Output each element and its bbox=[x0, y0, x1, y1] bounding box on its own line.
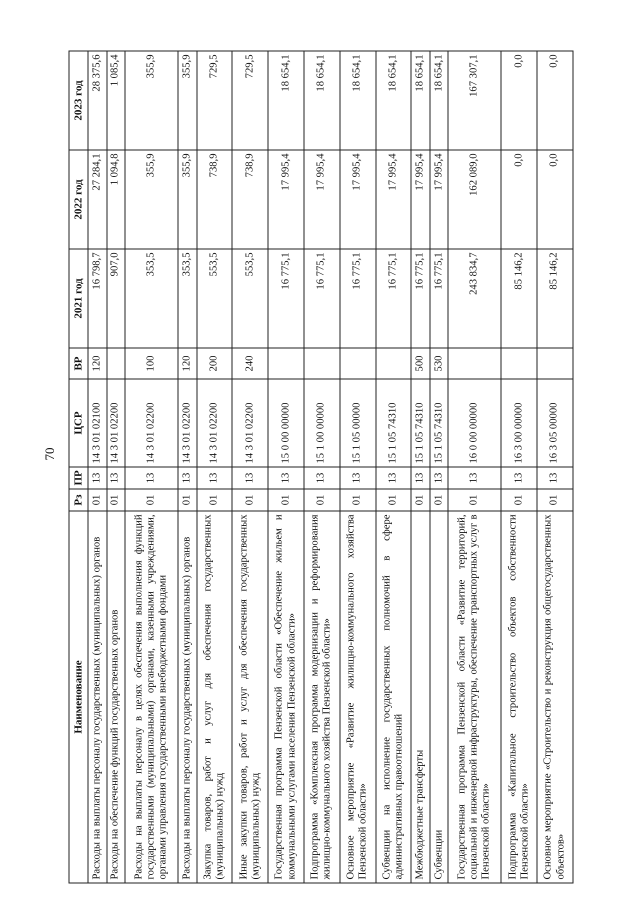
table-row bbox=[411, 51, 430, 883]
page-number: 70 bbox=[42, 447, 57, 461]
row-rz: 01 bbox=[430, 489, 449, 511]
row-rz: 01 bbox=[501, 489, 537, 511]
row-pr: 13 bbox=[178, 467, 197, 489]
row-2021: 85 146,2 bbox=[501, 249, 537, 348]
row-name: Закупка товаров, работ и услуг для обеспечения государственных (муниципальных) нужд bbox=[197, 511, 233, 883]
row-csr: 14 3 01 02200 bbox=[125, 379, 178, 467]
row-2023: 28 375,6 bbox=[88, 51, 107, 150]
row-csr: 15 1 05 74310 bbox=[376, 379, 412, 467]
row-vr bbox=[537, 348, 573, 379]
row-rz: 01 bbox=[340, 489, 376, 511]
header-csr: ЦСР bbox=[69, 379, 88, 467]
row-2022: 738,9 bbox=[232, 150, 268, 249]
row-2022: 27 284,1 bbox=[88, 150, 107, 249]
header-2023: 2023 год bbox=[69, 51, 88, 150]
table-row bbox=[197, 51, 233, 883]
budget-table-rotated bbox=[69, 51, 574, 883]
header-name: Наименование bbox=[69, 511, 88, 883]
row-rz: 01 bbox=[107, 489, 126, 511]
table-row bbox=[501, 51, 537, 883]
budget-table bbox=[69, 50, 574, 883]
header-vr: ВР bbox=[69, 348, 88, 379]
row-csr: 14 3 01 02200 bbox=[178, 379, 197, 467]
table-row bbox=[340, 51, 376, 883]
row-2022: 0,0 bbox=[537, 150, 573, 249]
row-2021: 16 775,1 bbox=[304, 249, 340, 348]
row-csr: 14 3 01 02100 bbox=[88, 379, 107, 467]
row-2021: 553,5 bbox=[232, 249, 268, 348]
row-csr: 16 3 05 00000 bbox=[537, 379, 573, 467]
row-name: Государственная программа Пензенской области «Развитие территорий, социальной и инженерной инфраструктуры, обеспечение транспортных услуг в Пензенской области» bbox=[448, 511, 501, 883]
row-name: Расходы на обеспечение функций государственных органов bbox=[107, 511, 126, 883]
row-2023: 18 654,1 bbox=[411, 51, 430, 150]
row-2023: 355,9 bbox=[125, 51, 178, 150]
row-2021: 353,5 bbox=[178, 249, 197, 348]
row-name: Расходы на выплаты персоналу государственных (муниципальных) органов bbox=[88, 511, 107, 883]
row-2022: 17 995,4 bbox=[430, 150, 449, 249]
header-rz: Рз bbox=[69, 489, 88, 511]
row-vr bbox=[376, 348, 412, 379]
row-csr: 15 1 00 00000 bbox=[304, 379, 340, 467]
row-rz: 01 bbox=[178, 489, 197, 511]
row-vr: 530 bbox=[430, 348, 449, 379]
row-2021: 243 834,7 bbox=[448, 249, 501, 348]
row-2021: 85 146,2 bbox=[537, 249, 573, 348]
row-2023: 167 307,1 bbox=[448, 51, 501, 150]
row-name: Субвенции на исполнение государственных полномочий в сфере административных правоотношений bbox=[376, 511, 412, 883]
row-rz: 01 bbox=[376, 489, 412, 511]
row-pr: 13 bbox=[268, 467, 304, 489]
row-vr bbox=[268, 348, 304, 379]
row-csr: 16 0 00 00000 bbox=[448, 379, 501, 467]
table-row bbox=[430, 51, 449, 883]
row-2023: 0,0 bbox=[501, 51, 537, 150]
row-vr bbox=[501, 348, 537, 379]
row-2022: 0,0 bbox=[501, 150, 537, 249]
header-2022: 2022 год bbox=[69, 150, 88, 249]
row-pr: 13 bbox=[411, 467, 430, 489]
row-pr: 13 bbox=[88, 467, 107, 489]
row-2023: 729,5 bbox=[232, 51, 268, 150]
table-row bbox=[232, 51, 268, 883]
row-2022: 162 089,0 bbox=[448, 150, 501, 249]
row-vr bbox=[304, 348, 340, 379]
row-name: Подпрограмма «Капитальное строительство объектов собственности Пензенской области» bbox=[501, 511, 537, 883]
row-pr: 13 bbox=[537, 467, 573, 489]
row-2022: 17 995,4 bbox=[304, 150, 340, 249]
row-vr: 100 bbox=[125, 348, 178, 379]
row-vr: 500 bbox=[411, 348, 430, 379]
table-row bbox=[448, 51, 501, 883]
row-name: Основное мероприятие «Строительство и реконструкция общегосударственных объектов» bbox=[537, 511, 573, 883]
header-pr: ПР bbox=[69, 467, 88, 489]
row-vr: 120 bbox=[88, 348, 107, 379]
row-2021: 16 775,1 bbox=[340, 249, 376, 348]
row-2023: 18 654,1 bbox=[430, 51, 449, 150]
row-vr: 120 bbox=[178, 348, 197, 379]
table-row bbox=[304, 51, 340, 883]
row-name: Основное мероприятие «Развитие жилищно-коммунального хозяйства Пензенской области» bbox=[340, 511, 376, 883]
table-row bbox=[88, 51, 107, 883]
row-2021: 16 775,1 bbox=[430, 249, 449, 348]
row-pr: 13 bbox=[376, 467, 412, 489]
row-csr: 14 3 01 02200 bbox=[197, 379, 233, 467]
row-rz: 01 bbox=[125, 489, 178, 511]
row-rz: 01 bbox=[304, 489, 340, 511]
row-2021: 353,5 bbox=[125, 249, 178, 348]
row-2022: 1 094,8 bbox=[107, 150, 126, 249]
row-name: Подпрограмма «Комплексная программа модернизации и реформирования жилищно-коммунального хозяйства Пензенской области» bbox=[304, 511, 340, 883]
row-2023: 0,0 bbox=[537, 51, 573, 150]
table-row bbox=[178, 51, 197, 883]
table-row bbox=[268, 51, 304, 883]
row-name: Субвенции bbox=[430, 511, 449, 883]
row-csr: 16 3 00 00000 bbox=[501, 379, 537, 467]
row-csr: 14 3 01 02200 bbox=[107, 379, 126, 467]
row-2022: 738,9 bbox=[197, 150, 233, 249]
row-pr: 13 bbox=[125, 467, 178, 489]
table-header-row bbox=[69, 51, 88, 883]
row-2023: 355,9 bbox=[178, 51, 197, 150]
row-name: Расходы на выплаты персоналу в целях обеспечения выполнения функций государственными (муниципальными) органами, казенными учреждениями, органами управления государственными внебюджетными фондами bbox=[125, 511, 178, 883]
row-2021: 16 798,7 bbox=[88, 249, 107, 348]
row-2022: 17 995,4 bbox=[376, 150, 412, 249]
row-vr bbox=[340, 348, 376, 379]
row-csr: 14 3 01 02200 bbox=[232, 379, 268, 467]
row-2021: 16 775,1 bbox=[411, 249, 430, 348]
row-rz: 01 bbox=[537, 489, 573, 511]
row-csr: 15 1 05 74310 bbox=[430, 379, 449, 467]
row-2021: 16 775,1 bbox=[268, 249, 304, 348]
row-2022: 17 995,4 bbox=[340, 150, 376, 249]
row-name: Иные закупки товаров, работ и услуг для обеспечения государственных (муниципальных) нужд bbox=[232, 511, 268, 883]
row-rz: 01 bbox=[197, 489, 233, 511]
row-2022: 17 995,4 bbox=[268, 150, 304, 249]
table-row bbox=[376, 51, 412, 883]
row-rz: 01 bbox=[232, 489, 268, 511]
row-2023: 18 654,1 bbox=[340, 51, 376, 150]
row-2022: 355,9 bbox=[178, 150, 197, 249]
row-rz: 01 bbox=[88, 489, 107, 511]
row-rz: 01 bbox=[268, 489, 304, 511]
row-rz: 01 bbox=[411, 489, 430, 511]
row-name: Межбюджетные трансферты bbox=[411, 511, 430, 883]
row-vr: 240 bbox=[232, 348, 268, 379]
row-vr: 200 bbox=[197, 348, 233, 379]
row-pr: 13 bbox=[197, 467, 233, 489]
row-csr: 15 1 05 00000 bbox=[340, 379, 376, 467]
row-name: Расходы на выплаты персоналу государственных (муниципальных) органов bbox=[178, 511, 197, 883]
row-2021: 16 775,1 bbox=[376, 249, 412, 348]
table-row bbox=[107, 51, 126, 883]
row-rz: 01 bbox=[448, 489, 501, 511]
row-vr bbox=[107, 348, 126, 379]
table-row bbox=[537, 51, 573, 883]
row-csr: 15 1 05 74310 bbox=[411, 379, 430, 467]
table-row bbox=[125, 51, 178, 883]
row-pr: 13 bbox=[304, 467, 340, 489]
header-2021: 2021 год bbox=[69, 249, 88, 348]
row-2022: 17 995,4 bbox=[411, 150, 430, 249]
row-pr: 13 bbox=[430, 467, 449, 489]
row-2023: 18 654,1 bbox=[376, 51, 412, 150]
row-2021: 553,5 bbox=[197, 249, 233, 348]
row-2021: 907,0 bbox=[107, 249, 126, 348]
row-2023: 1 085,4 bbox=[107, 51, 126, 150]
row-pr: 13 bbox=[232, 467, 268, 489]
row-2023: 729,5 bbox=[197, 51, 233, 150]
row-pr: 13 bbox=[501, 467, 537, 489]
row-2023: 18 654,1 bbox=[268, 51, 304, 150]
row-pr: 13 bbox=[448, 467, 501, 489]
row-pr: 13 bbox=[340, 467, 376, 489]
row-2022: 355,9 bbox=[125, 150, 178, 249]
row-name: Государственная программа Пензенской области «Обеспечение жильем и коммунальными услугами населения Пензенской области» bbox=[268, 511, 304, 883]
row-pr: 13 bbox=[107, 467, 126, 489]
row-2023: 18 654,1 bbox=[304, 51, 340, 150]
row-vr bbox=[448, 348, 501, 379]
row-csr: 15 0 00 00000 bbox=[268, 379, 304, 467]
